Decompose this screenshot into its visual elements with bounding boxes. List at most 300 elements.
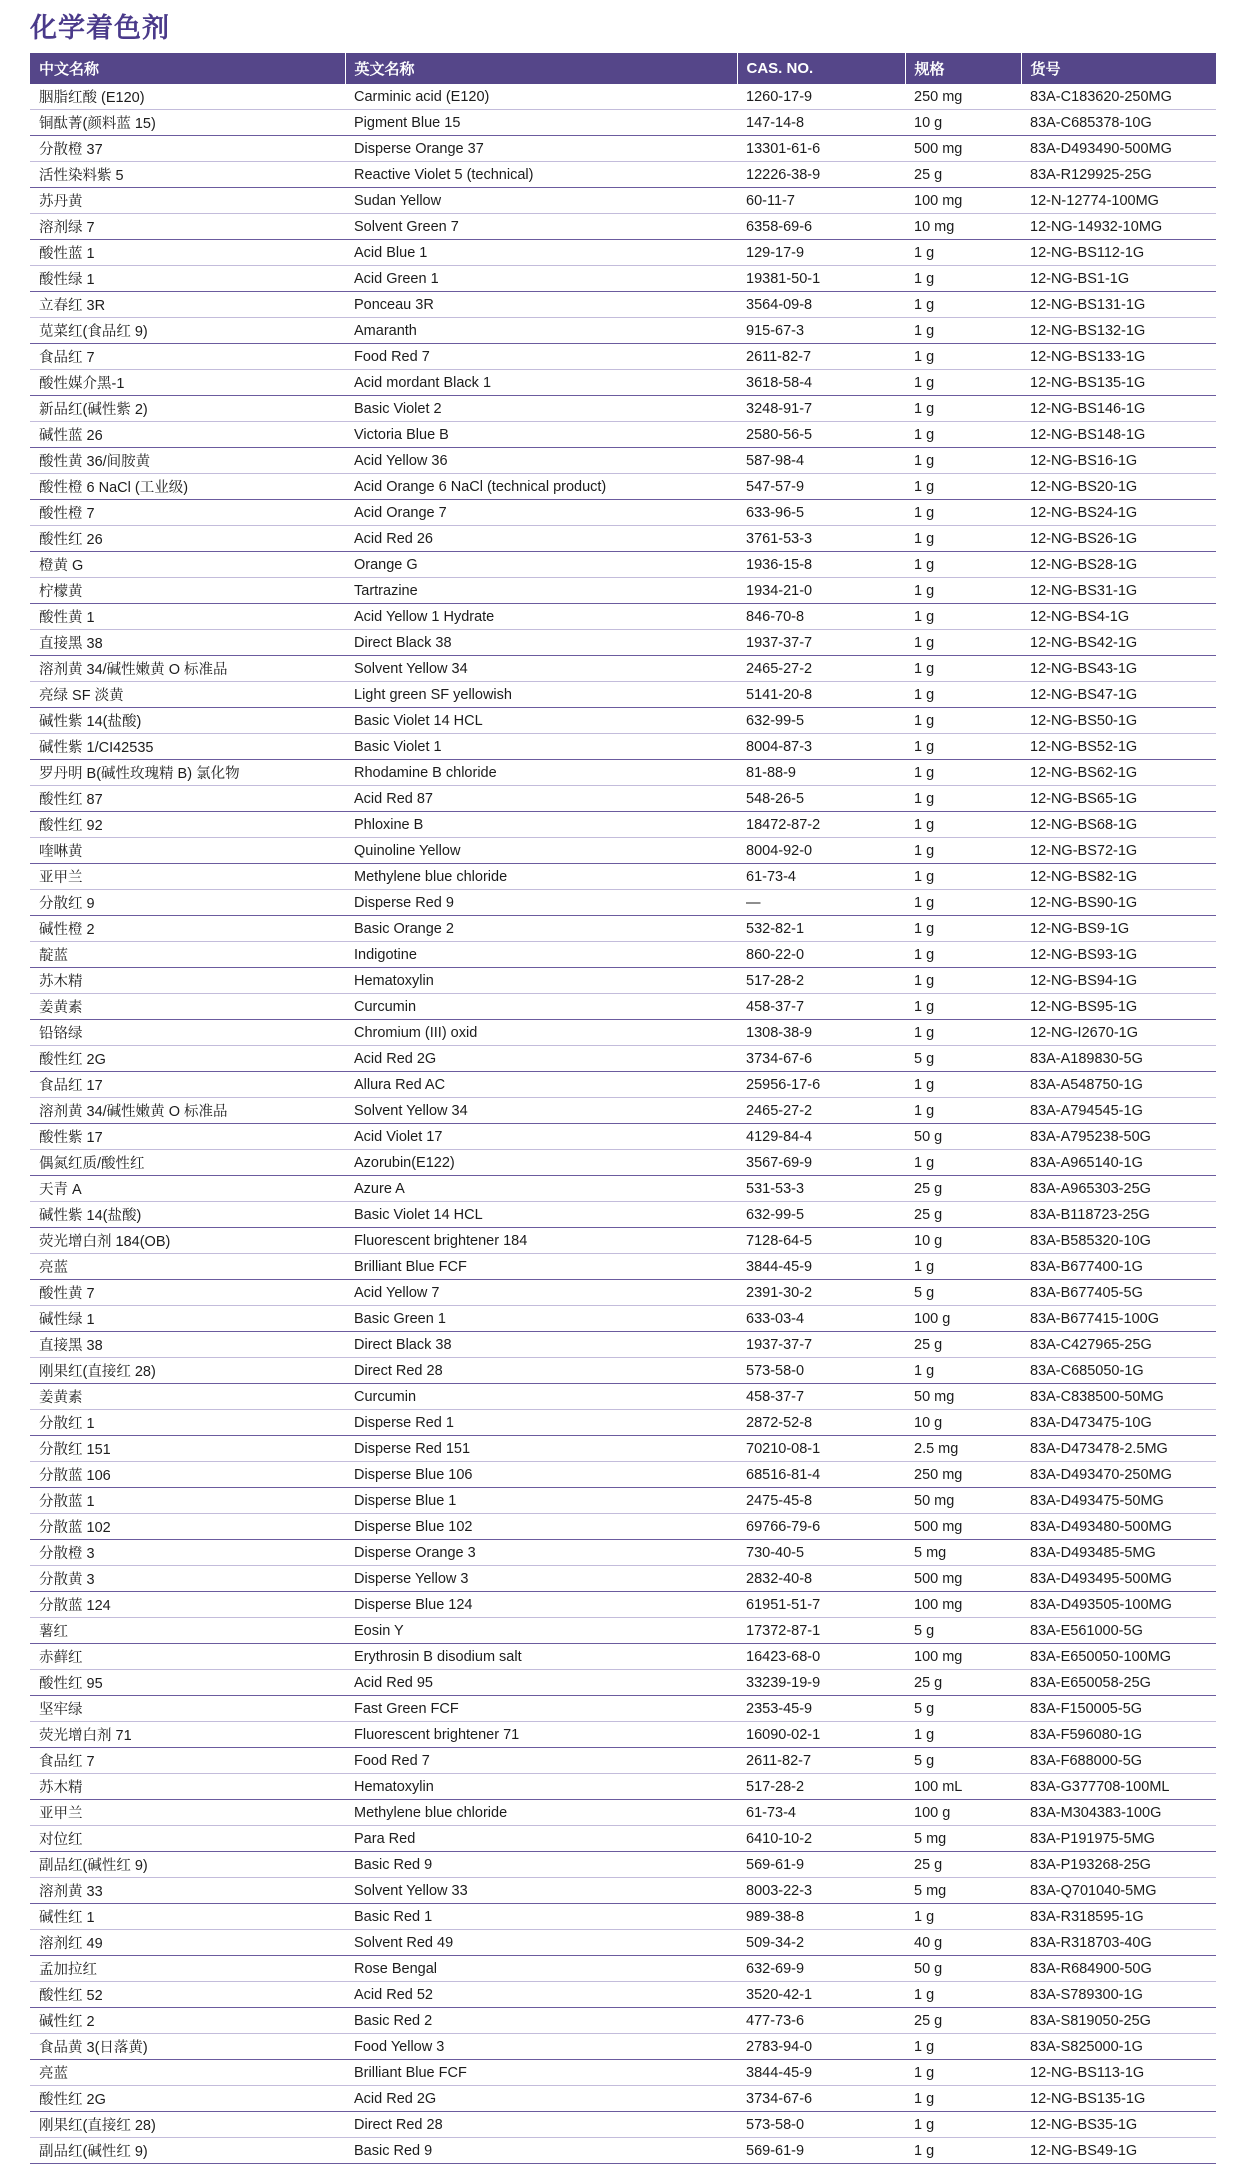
table-row: [30, 1124, 1216, 1150]
cell-cas-no: 2580-56-5: [737, 422, 905, 448]
cell-english-name: Ponceau 3R: [345, 292, 737, 318]
cell-catalog-no: 83A-C838500-50MG: [1021, 1384, 1216, 1410]
cell-spec: 10 mg: [905, 214, 1021, 240]
cell-english-name: Acid Red 95: [345, 1670, 737, 1696]
cell-catalog-no: 12-NG-BS82-1G: [1021, 864, 1216, 890]
cell-cas-no: 2475-45-8: [737, 1488, 905, 1514]
cell-chinese-name: 酸性红 92: [30, 812, 345, 838]
cell-chinese-name: 酸性黄 36/间胺黄: [30, 448, 345, 474]
cell-catalog-no: 83A-D493485-5MG: [1021, 1540, 1216, 1566]
table-row: [30, 474, 1216, 500]
cell-catalog-no: 12-NG-BS42-1G: [1021, 630, 1216, 656]
cell-spec: 1 g: [905, 2086, 1021, 2112]
cell-spec: 1 g: [905, 682, 1021, 708]
cell-catalog-no: 83A-Q701040-5MG: [1021, 1878, 1216, 1904]
cell-catalog-no: 83A-B118723-25G: [1021, 1202, 1216, 1228]
cell-chinese-name: 坚牢绿: [30, 1696, 345, 1722]
cell-chinese-name: 副品红(碱性红 9): [30, 2138, 345, 2164]
cell-cas-no: 61-73-4: [737, 1800, 905, 1826]
cell-cas-no: 2783-94-0: [737, 2034, 905, 2060]
cell-catalog-no: 83A-B677405-5G: [1021, 1280, 1216, 1306]
cell-catalog-no: 83A-C427965-25G: [1021, 1332, 1216, 1358]
cell-catalog-no: 83A-D493495-500MG: [1021, 1566, 1216, 1592]
cell-english-name: Food Red 7: [345, 344, 737, 370]
cell-chinese-name: 铅铬绿: [30, 1020, 345, 1046]
cell-english-name: Azorubin(E122): [345, 1150, 737, 1176]
table-row: [30, 1566, 1216, 1592]
cell-spec: 1 g: [905, 1098, 1021, 1124]
cell-cas-no: 989-38-8: [737, 1904, 905, 1930]
cell-spec: 1 g: [905, 500, 1021, 526]
cell-cas-no: 2611-82-7: [737, 1748, 905, 1774]
table-row: [30, 1098, 1216, 1124]
cell-english-name: Basic Red 2: [345, 2008, 737, 2034]
cell-catalog-no: 83A-M304383-100G: [1021, 1800, 1216, 1826]
cell-english-name: Quinoline Yellow: [345, 838, 737, 864]
cell-catalog-no: 83A-A965140-1G: [1021, 1150, 1216, 1176]
cell-chinese-name: 亮绿 SF 淡黄: [30, 682, 345, 708]
cell-chinese-name: 酸性黄 1: [30, 604, 345, 630]
cell-cas-no: 19381-50-1: [737, 266, 905, 292]
table-row: [30, 760, 1216, 786]
cell-chinese-name: 苏丹黄: [30, 188, 345, 214]
cell-catalog-no: 12-NG-BS113-1G: [1021, 2060, 1216, 2086]
cell-cas-no: 915-67-3: [737, 318, 905, 344]
cell-english-name: Basic Red 1: [345, 1904, 737, 1930]
cell-cas-no: 6358-69-6: [737, 214, 905, 240]
cell-english-name: Eosin Y: [345, 1618, 737, 1644]
cell-cas-no: 3248-91-7: [737, 396, 905, 422]
cell-chinese-name: 亚甲兰: [30, 1800, 345, 1826]
cell-chinese-name: 食品红 7: [30, 344, 345, 370]
cell-spec: 1 g: [905, 370, 1021, 396]
cell-english-name: Direct Black 38: [345, 1332, 737, 1358]
cell-spec: 1 g: [905, 1072, 1021, 1098]
cell-english-name: Brilliant Blue FCF: [345, 2060, 737, 2086]
cell-catalog-no: 83A-D493470-250MG: [1021, 1462, 1216, 1488]
cell-cas-no: 12226-38-9: [737, 162, 905, 188]
table-row: [30, 370, 1216, 396]
cell-cas-no: 3844-45-9: [737, 1254, 905, 1280]
cell-cas-no: 61951-51-7: [737, 1592, 905, 1618]
cell-chinese-name: 分散黄 3: [30, 1566, 345, 1592]
table-row: [30, 2138, 1216, 2164]
cell-catalog-no: 83A-R318703-40G: [1021, 1930, 1216, 1956]
cell-english-name: Acid Yellow 1 Hydrate: [345, 604, 737, 630]
cell-catalog-no: 83A-D493505-100MG: [1021, 1592, 1216, 1618]
table-row: [30, 318, 1216, 344]
cell-chinese-name: 溶剂黄 34/碱性嫩黄 O 标准品: [30, 656, 345, 682]
cell-english-name: Reactive Violet 5 (technical): [345, 162, 737, 188]
cell-spec: 1 g: [905, 552, 1021, 578]
cell-cas-no: 2465-27-2: [737, 1098, 905, 1124]
cell-chinese-name: 苋菜红(食品红 9): [30, 318, 345, 344]
cell-spec: 25 g: [905, 1670, 1021, 1696]
cell-catalog-no: 83A-C183620-250MG: [1021, 84, 1216, 110]
cell-cas-no: 587-98-4: [737, 448, 905, 474]
cell-english-name: Hematoxylin: [345, 968, 737, 994]
cell-cas-no: 3734-67-6: [737, 1046, 905, 1072]
cell-chinese-name: 食品黄 3(日落黄): [30, 2034, 345, 2060]
cell-english-name: Disperse Yellow 3: [345, 1566, 737, 1592]
cell-chinese-name: 副品红(碱性红 9): [30, 1852, 345, 1878]
table-row: [30, 1072, 1216, 1098]
cell-chinese-name: 碱性紫 14(盐酸): [30, 708, 345, 734]
cell-spec: 5 g: [905, 1748, 1021, 1774]
cell-cas-no: 569-61-9: [737, 2138, 905, 2164]
table-row: [30, 292, 1216, 318]
cell-english-name: Solvent Red 49: [345, 1930, 737, 1956]
cell-spec: 1 g: [905, 656, 1021, 682]
cell-cas-no: 1937-37-7: [737, 630, 905, 656]
cell-catalog-no: 83A-D493475-50MG: [1021, 1488, 1216, 1514]
cell-cas-no: 3567-69-9: [737, 1150, 905, 1176]
cell-spec: 1 g: [905, 578, 1021, 604]
cell-catalog-no: 83A-A965303-25G: [1021, 1176, 1216, 1202]
table-row: [30, 578, 1216, 604]
cell-cas-no: 2465-27-2: [737, 656, 905, 682]
cell-cas-no: 2353-45-9: [737, 1696, 905, 1722]
cell-spec: 1 g: [905, 266, 1021, 292]
cell-chinese-name: 分散蓝 1: [30, 1488, 345, 1514]
table-row: [30, 162, 1216, 188]
cell-chinese-name: 溶剂红 49: [30, 1930, 345, 1956]
cell-catalog-no: 12-NG-BS135-1G: [1021, 2086, 1216, 2112]
cell-cas-no: 509-34-2: [737, 1930, 905, 1956]
cell-cas-no: 6410-10-2: [737, 1826, 905, 1852]
table-row: [30, 916, 1216, 942]
cell-english-name: Acid Red 26: [345, 526, 737, 552]
cell-catalog-no: 12-NG-14932-10MG: [1021, 214, 1216, 240]
cell-catalog-no: 83A-S789300-1G: [1021, 1982, 1216, 2008]
cell-english-name: Acid Red 2G: [345, 1046, 737, 1072]
cell-chinese-name: 酸性橙 7: [30, 500, 345, 526]
cell-spec: 100 mL: [905, 1774, 1021, 1800]
cell-catalog-no: 83A-F688000-5G: [1021, 1748, 1216, 1774]
cell-english-name: Basic Violet 2: [345, 396, 737, 422]
table-row: [30, 1826, 1216, 1852]
cell-chinese-name: 分散蓝 106: [30, 1462, 345, 1488]
cell-spec: 1 g: [905, 786, 1021, 812]
cell-chinese-name: 亮蓝: [30, 1254, 345, 1280]
cell-cas-no: 1260-17-9: [737, 84, 905, 110]
cell-cas-no: —: [737, 890, 905, 916]
cell-english-name: Acid Yellow 36: [345, 448, 737, 474]
cell-chinese-name: 碱性绿 1: [30, 1306, 345, 1332]
cell-english-name: Acid Red 52: [345, 1982, 737, 2008]
table-row: [30, 1800, 1216, 1826]
cell-english-name: Solvent Yellow 34: [345, 1098, 737, 1124]
cell-chinese-name: 分散红 9: [30, 890, 345, 916]
cell-cas-no: 569-61-9: [737, 1852, 905, 1878]
cell-cas-no: 1934-21-0: [737, 578, 905, 604]
cell-chinese-name: 食品红 17: [30, 1072, 345, 1098]
cell-english-name: Basic Violet 14 HCL: [345, 708, 737, 734]
cell-cas-no: 458-37-7: [737, 994, 905, 1020]
cell-chinese-name: 活性染料紫 5: [30, 162, 345, 188]
cell-chinese-name: 食品红 7: [30, 1748, 345, 1774]
cell-catalog-no: 12-NG-BS49-1G: [1021, 2138, 1216, 2164]
cell-english-name: Rhodamine B chloride: [345, 760, 737, 786]
colorants-table: [30, 53, 1216, 2164]
cell-cas-no: 61-73-4: [737, 864, 905, 890]
cell-catalog-no: 83A-D473475-10G: [1021, 1410, 1216, 1436]
table-row: [30, 630, 1216, 656]
cell-cas-no: 632-99-5: [737, 1202, 905, 1228]
cell-english-name: Disperse Blue 102: [345, 1514, 737, 1540]
cell-cas-no: 3734-67-6: [737, 2086, 905, 2112]
table-row: [30, 968, 1216, 994]
table-row: [30, 1722, 1216, 1748]
cell-english-name: Acid Red 87: [345, 786, 737, 812]
cell-chinese-name: 直接黑 38: [30, 630, 345, 656]
cell-catalog-no: 12-NG-BS35-1G: [1021, 2112, 1216, 2138]
cell-catalog-no: 12-NG-BS94-1G: [1021, 968, 1216, 994]
cell-spec: 1 g: [905, 1358, 1021, 1384]
cell-english-name: Pigment Blue 15: [345, 110, 737, 136]
column-header-cas-no: CAS. NO.: [737, 53, 905, 84]
cell-chinese-name: 碱性橙 2: [30, 916, 345, 942]
cell-cas-no: 632-99-5: [737, 708, 905, 734]
cell-cas-no: 18472-87-2: [737, 812, 905, 838]
cell-spec: 40 g: [905, 1930, 1021, 1956]
table-row: [30, 1436, 1216, 1462]
table-row: [30, 838, 1216, 864]
cell-spec: 1 g: [905, 942, 1021, 968]
table-row: [30, 1748, 1216, 1774]
cell-spec: 1 g: [905, 2034, 1021, 2060]
cell-catalog-no: 83A-G377708-100ML: [1021, 1774, 1216, 1800]
cell-english-name: Basic Green 1: [345, 1306, 737, 1332]
cell-cas-no: 2611-82-7: [737, 344, 905, 370]
table-row: [30, 1514, 1216, 1540]
cell-english-name: Disperse Blue 124: [345, 1592, 737, 1618]
cell-catalog-no: 12-NG-BS135-1G: [1021, 370, 1216, 396]
cell-cas-no: 860-22-0: [737, 942, 905, 968]
cell-spec: 10 g: [905, 1410, 1021, 1436]
table-row: [30, 84, 1216, 110]
cell-cas-no: 147-14-8: [737, 110, 905, 136]
column-header-english-name: 英文名称: [345, 53, 737, 84]
table-row: [30, 1046, 1216, 1072]
cell-catalog-no: 12-NG-BS148-1G: [1021, 422, 1216, 448]
cell-chinese-name: 分散红 1: [30, 1410, 345, 1436]
cell-english-name: Basic Orange 2: [345, 916, 737, 942]
table-row: [30, 2060, 1216, 2086]
cell-spec: 1 g: [905, 890, 1021, 916]
cell-chinese-name: 苏木精: [30, 1774, 345, 1800]
cell-catalog-no: 12-NG-BS131-1G: [1021, 292, 1216, 318]
cell-spec: 100 mg: [905, 1592, 1021, 1618]
table-row: [30, 786, 1216, 812]
cell-spec: 1 g: [905, 1254, 1021, 1280]
cell-chinese-name: 柠檬黄: [30, 578, 345, 604]
cell-cas-no: 13301-61-6: [737, 136, 905, 162]
table-row: [30, 994, 1216, 1020]
cell-english-name: Basic Red 9: [345, 2138, 737, 2164]
cell-catalog-no: 83A-D493480-500MG: [1021, 1514, 1216, 1540]
cell-english-name: Methylene blue chloride: [345, 864, 737, 890]
cell-spec: 1 g: [905, 916, 1021, 942]
cell-catalog-no: 83A-F150005-5G: [1021, 1696, 1216, 1722]
cell-catalog-no: 83A-A794545-1G: [1021, 1098, 1216, 1124]
table-row: [30, 708, 1216, 734]
cell-catalog-no: 83A-A795238-50G: [1021, 1124, 1216, 1150]
cell-spec: 1 g: [905, 708, 1021, 734]
cell-spec: 1 g: [905, 1722, 1021, 1748]
cell-english-name: Light green SF yellowish: [345, 682, 737, 708]
cell-english-name: Disperse Blue 106: [345, 1462, 737, 1488]
cell-cas-no: 517-28-2: [737, 1774, 905, 1800]
cell-catalog-no: 12-NG-BS24-1G: [1021, 500, 1216, 526]
cell-catalog-no: 83A-E650050-100MG: [1021, 1644, 1216, 1670]
cell-cas-no: 633-96-5: [737, 500, 905, 526]
cell-chinese-name: 立春红 3R: [30, 292, 345, 318]
cell-catalog-no: 12-NG-BS28-1G: [1021, 552, 1216, 578]
cell-catalog-no: 12-NG-BS47-1G: [1021, 682, 1216, 708]
cell-cas-no: 8003-22-3: [737, 1878, 905, 1904]
cell-spec: 50 g: [905, 1956, 1021, 1982]
cell-chinese-name: 刚果红(直接红 28): [30, 2112, 345, 2138]
table-row: [30, 2008, 1216, 2034]
cell-catalog-no: 83A-P193268-25G: [1021, 1852, 1216, 1878]
cell-english-name: Azure A: [345, 1176, 737, 1202]
cell-catalog-no: 12-NG-BS68-1G: [1021, 812, 1216, 838]
cell-chinese-name: 碱性紫 1/CI42535: [30, 734, 345, 760]
cell-cas-no: 477-73-6: [737, 2008, 905, 2034]
cell-spec: 5 g: [905, 1696, 1021, 1722]
cell-catalog-no: 12-NG-BS72-1G: [1021, 838, 1216, 864]
cell-english-name: Allura Red AC: [345, 1072, 737, 1098]
cell-chinese-name: 赤藓红: [30, 1644, 345, 1670]
cell-cas-no: 129-17-9: [737, 240, 905, 266]
cell-english-name: Solvent Yellow 34: [345, 656, 737, 682]
table-row: [30, 1982, 1216, 2008]
cell-cas-no: 4129-84-4: [737, 1124, 905, 1150]
cell-chinese-name: 分散橙 37: [30, 136, 345, 162]
cell-cas-no: 3564-09-8: [737, 292, 905, 318]
cell-english-name: Direct Black 38: [345, 630, 737, 656]
cell-cas-no: 2872-52-8: [737, 1410, 905, 1436]
cell-cas-no: 458-37-7: [737, 1384, 905, 1410]
table-body: [30, 84, 1216, 2164]
cell-catalog-no: 12-NG-BS26-1G: [1021, 526, 1216, 552]
table-row: [30, 864, 1216, 890]
cell-english-name: Amaranth: [345, 318, 737, 344]
cell-chinese-name: 罗丹明 B(碱性玫瑰精 B) 氯化物: [30, 760, 345, 786]
cell-cas-no: 517-28-2: [737, 968, 905, 994]
table-row: [30, 2112, 1216, 2138]
cell-chinese-name: 姜黄素: [30, 1384, 345, 1410]
cell-english-name: Victoria Blue B: [345, 422, 737, 448]
cell-cas-no: 16423-68-0: [737, 1644, 905, 1670]
table-row: [30, 344, 1216, 370]
cell-spec: 1 g: [905, 2060, 1021, 2086]
cell-catalog-no: 83A-C685378-10G: [1021, 110, 1216, 136]
cell-english-name: Methylene blue chloride: [345, 1800, 737, 1826]
cell-chinese-name: 姜黄素: [30, 994, 345, 1020]
cell-chinese-name: 刚果红(直接红 28): [30, 1358, 345, 1384]
cell-catalog-no: 12-NG-BS133-1G: [1021, 344, 1216, 370]
cell-english-name: Tartrazine: [345, 578, 737, 604]
table-row: [30, 552, 1216, 578]
column-header-spec: 规格: [905, 53, 1021, 84]
cell-chinese-name: 酸性红 87: [30, 786, 345, 812]
cell-catalog-no: 83A-B677415-100G: [1021, 1306, 1216, 1332]
table-row: [30, 214, 1216, 240]
cell-english-name: Curcumin: [345, 994, 737, 1020]
cell-cas-no: 2832-40-8: [737, 1566, 905, 1592]
cell-catalog-no: 12-NG-BS62-1G: [1021, 760, 1216, 786]
cell-catalog-no: 12-NG-BS1-1G: [1021, 266, 1216, 292]
cell-spec: 25 g: [905, 1332, 1021, 1358]
cell-spec: 5 mg: [905, 1878, 1021, 1904]
cell-spec: 50 mg: [905, 1488, 1021, 1514]
cell-english-name: Solvent Green 7: [345, 214, 737, 240]
cell-spec: 10 g: [905, 1228, 1021, 1254]
cell-chinese-name: 苏木精: [30, 968, 345, 994]
cell-catalog-no: 12-NG-BS4-1G: [1021, 604, 1216, 630]
cell-cas-no: 730-40-5: [737, 1540, 905, 1566]
cell-english-name: Rose Bengal: [345, 1956, 737, 1982]
cell-cas-no: 632-69-9: [737, 1956, 905, 1982]
cell-cas-no: 17372-87-1: [737, 1618, 905, 1644]
cell-catalog-no: 12-NG-BS50-1G: [1021, 708, 1216, 734]
cell-spec: 1 g: [905, 604, 1021, 630]
cell-english-name: Curcumin: [345, 1384, 737, 1410]
table-row: [30, 188, 1216, 214]
cell-chinese-name: 薯红: [30, 1618, 345, 1644]
cell-chinese-name: 靛蓝: [30, 942, 345, 968]
cell-catalog-no: 83A-D473478-2.5MG: [1021, 1436, 1216, 1462]
cell-english-name: Indigotine: [345, 942, 737, 968]
cell-cas-no: 81-88-9: [737, 760, 905, 786]
cell-english-name: Phloxine B: [345, 812, 737, 838]
cell-spec: 25 g: [905, 1202, 1021, 1228]
cell-spec: 500 mg: [905, 1566, 1021, 1592]
cell-spec: 1 g: [905, 1150, 1021, 1176]
cell-english-name: Erythrosin B disodium salt: [345, 1644, 737, 1670]
cell-chinese-name: 酸性红 2G: [30, 1046, 345, 1072]
cell-cas-no: 69766-79-6: [737, 1514, 905, 1540]
cell-catalog-no: 12-NG-BS9-1G: [1021, 916, 1216, 942]
cell-english-name: Acid Violet 17: [345, 1124, 737, 1150]
cell-spec: 1 g: [905, 240, 1021, 266]
table-row: [30, 1774, 1216, 1800]
cell-catalog-no: 83A-C685050-1G: [1021, 1358, 1216, 1384]
column-header-chinese-name: 中文名称: [30, 53, 345, 84]
cell-catalog-no: 83A-E650058-25G: [1021, 1670, 1216, 1696]
cell-spec: 1 g: [905, 318, 1021, 344]
cell-spec: 100 g: [905, 1306, 1021, 1332]
cell-cas-no: 1308-38-9: [737, 1020, 905, 1046]
cell-spec: 1 g: [905, 812, 1021, 838]
cell-cas-no: 16090-02-1: [737, 1722, 905, 1748]
cell-catalog-no: 83A-D493490-500MG: [1021, 136, 1216, 162]
cell-cas-no: 2391-30-2: [737, 1280, 905, 1306]
cell-english-name: Hematoxylin: [345, 1774, 737, 1800]
table-row: [30, 1592, 1216, 1618]
cell-cas-no: 5141-20-8: [737, 682, 905, 708]
table-row: [30, 1462, 1216, 1488]
cell-english-name: Acid Red 2G: [345, 2086, 737, 2112]
cell-chinese-name: 碱性紫 14(盐酸): [30, 1202, 345, 1228]
cell-chinese-name: 酸性红 2G: [30, 2086, 345, 2112]
cell-catalog-no: 12-NG-BS93-1G: [1021, 942, 1216, 968]
cell-chinese-name: 新品红(碱性紫 2): [30, 396, 345, 422]
table-row: [30, 396, 1216, 422]
cell-chinese-name: 溶剂绿 7: [30, 214, 345, 240]
